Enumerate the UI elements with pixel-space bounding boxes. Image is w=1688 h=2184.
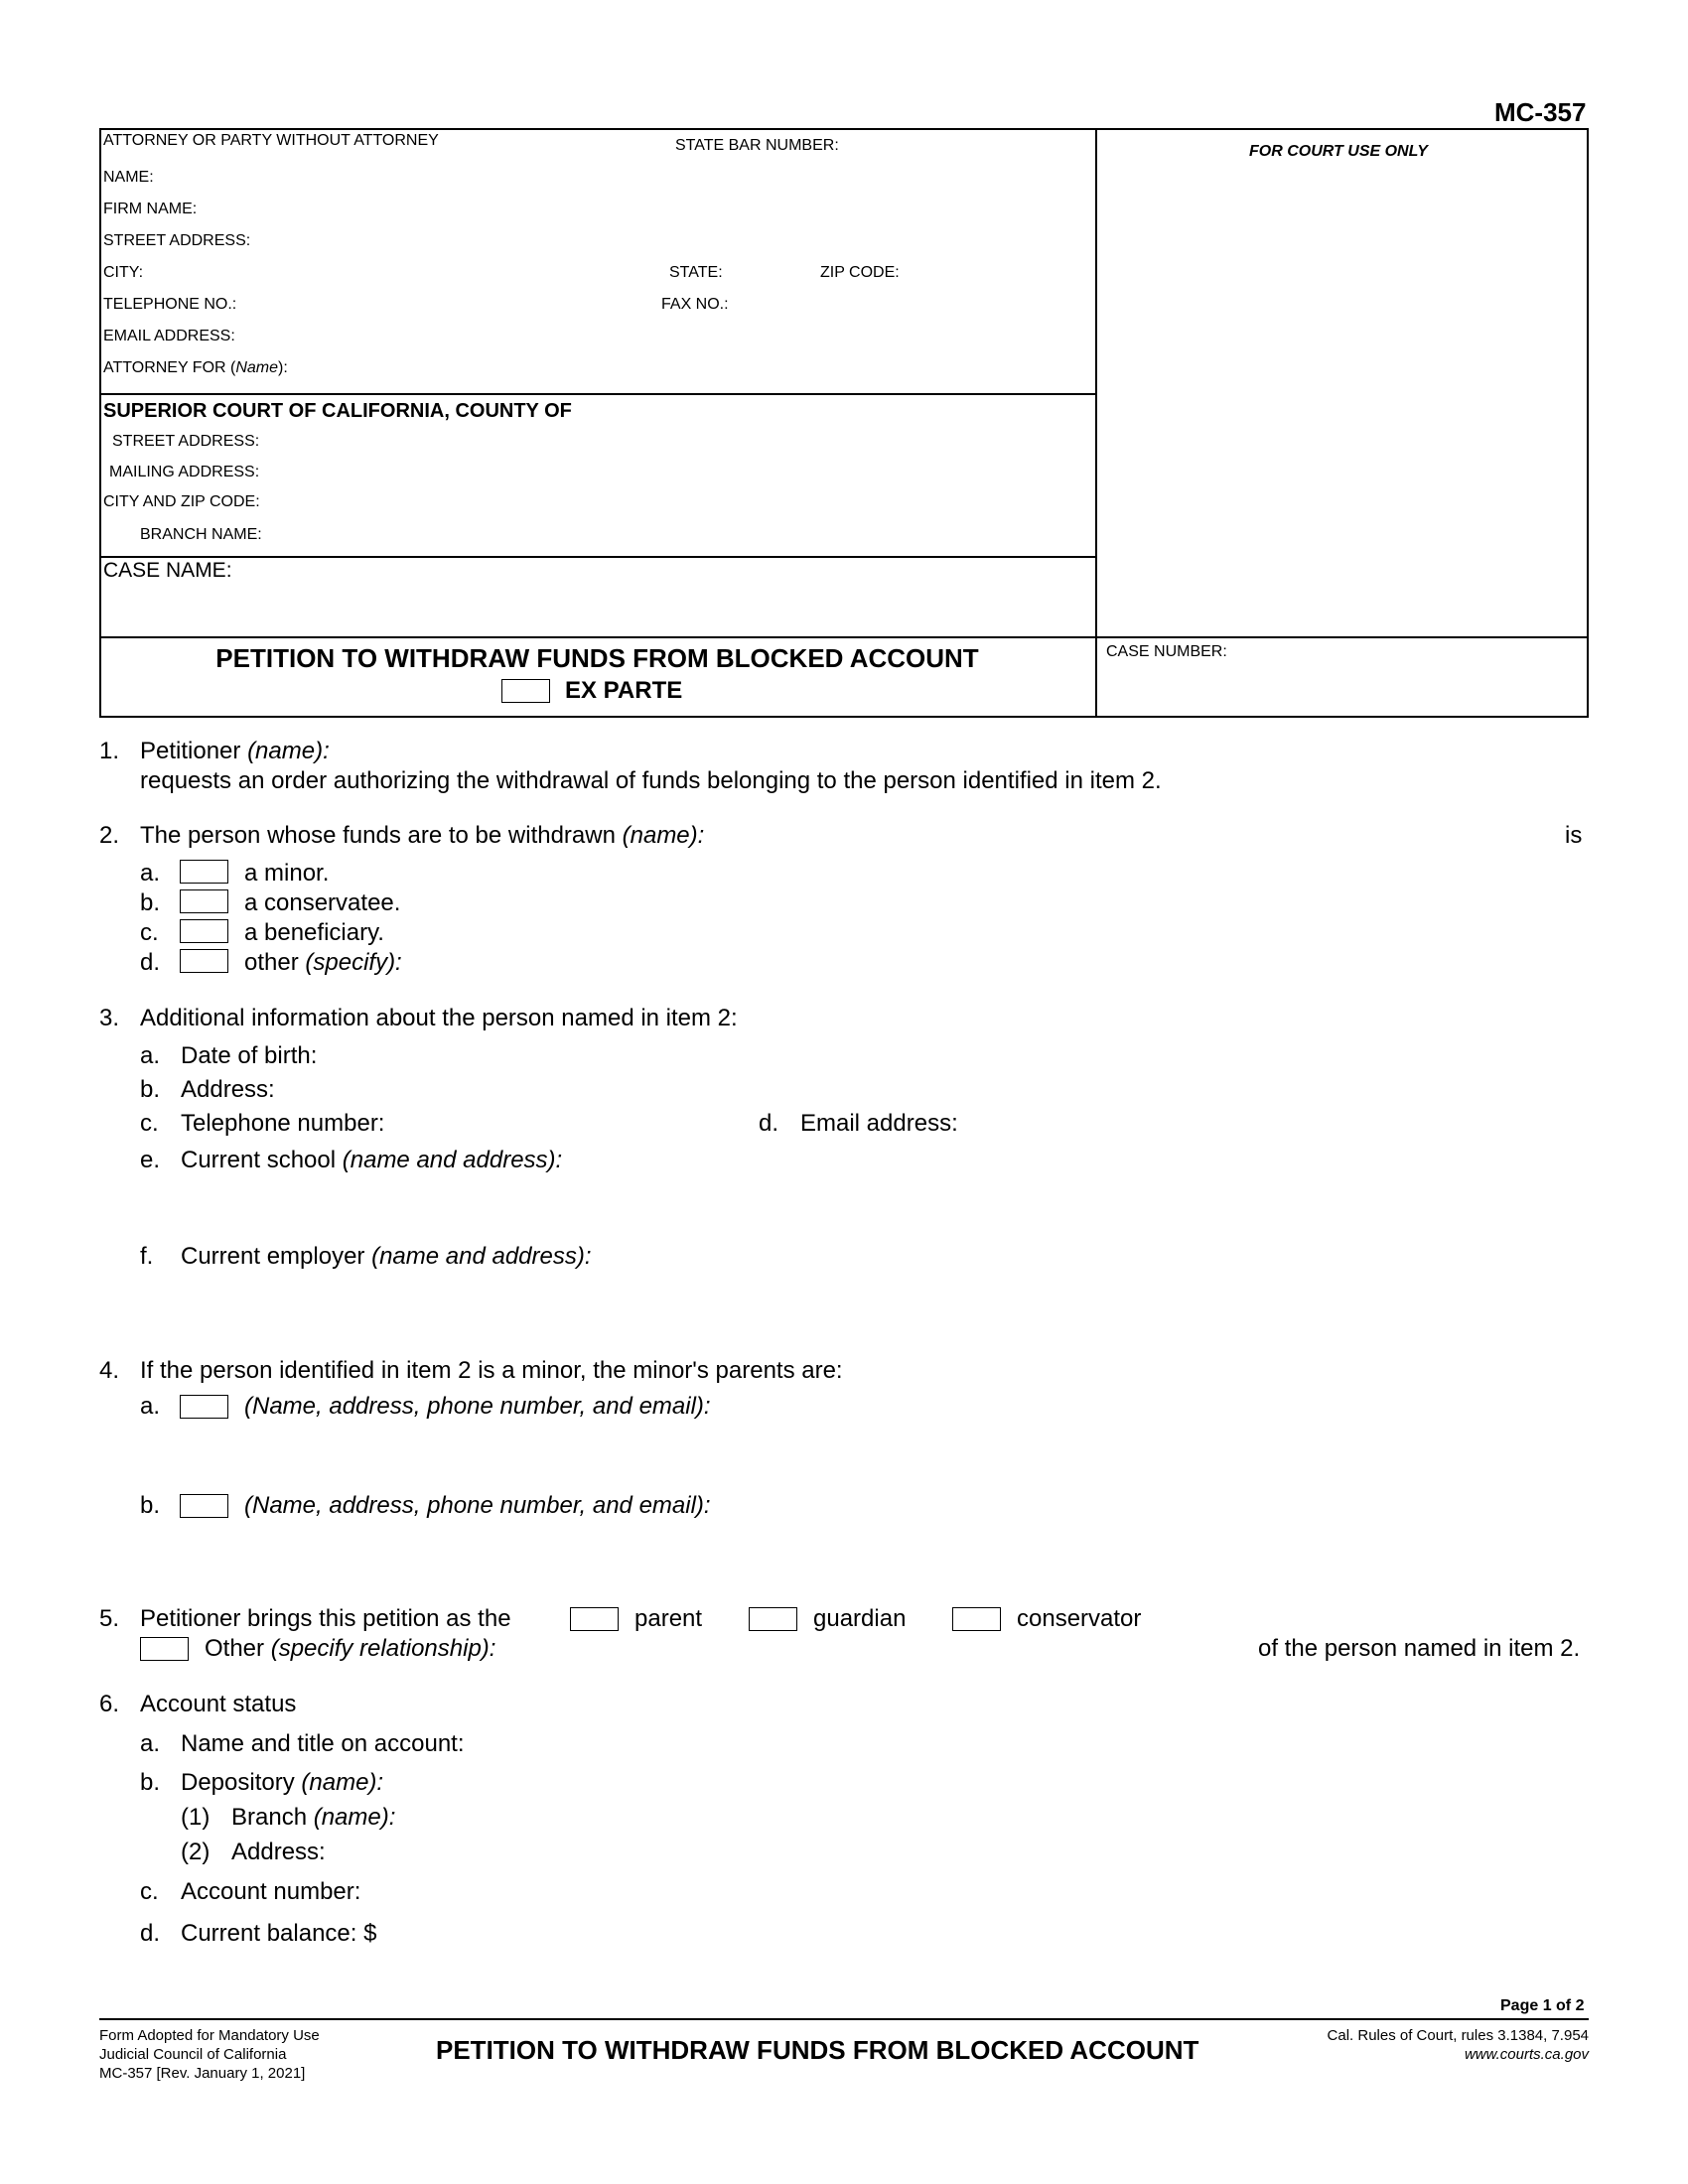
- conservatee-label: a conservatee.: [244, 889, 401, 916]
- item3-c-letter: c.: [140, 1110, 159, 1137]
- footer-left-line2: Judicial Council of California: [99, 2046, 287, 2063]
- court-use-label: FOR COURT USE ONLY: [1249, 143, 1428, 160]
- item2-b-letter: b.: [140, 889, 161, 916]
- case-name-label: CASE NAME:: [103, 559, 232, 582]
- guardian-role-label: guardian: [813, 1605, 907, 1632]
- case-name-input[interactable]: [107, 588, 1080, 627]
- court-branch-label: BRANCH NAME:: [140, 526, 262, 543]
- fax-label: FAX NO.:: [661, 296, 729, 313]
- item3-a-letter: a.: [140, 1042, 161, 1069]
- item6-b1-number: (1): [181, 1804, 211, 1831]
- item2-label-text: The person whose funds are to be withdrawn: [140, 822, 616, 849]
- item3-f-letter: f.: [140, 1243, 154, 1270]
- firm-input[interactable]: [204, 199, 1082, 220]
- account-number-input[interactable]: [377, 1880, 1579, 1902]
- email-input[interactable]: [248, 326, 1082, 347]
- other-status-italic: (specify):: [305, 949, 402, 976]
- attorney-for-prefix: ATTORNEY FOR (: [103, 359, 236, 376]
- other-relationship-text: Other: [205, 1635, 265, 1662]
- school-label-text: Current school: [181, 1147, 337, 1173]
- attorney-for-close: ):: [278, 359, 288, 376]
- telephone-label: Telephone number:: [181, 1110, 385, 1137]
- item6-number: 6.: [99, 1691, 120, 1717]
- petitioner-name-input[interactable]: [338, 740, 1579, 761]
- minor-checkbox[interactable]: [180, 860, 228, 884]
- dob-label: Date of birth:: [181, 1042, 318, 1069]
- email-label: EMAIL ADDRESS:: [103, 328, 235, 344]
- ex-parte-label: EX PARTE: [565, 677, 683, 704]
- item1-text: requests an order authorizing the withdrawal of funds belonging to the person identified in item 2.: [140, 767, 1162, 794]
- item2-a-letter: a.: [140, 860, 161, 887]
- depository-label: [181, 1769, 383, 1797]
- employer-input[interactable]: [616, 1245, 1579, 1314]
- caption-divider: [1095, 128, 1097, 718]
- other-status-text: other: [244, 949, 299, 976]
- dob-input[interactable]: [333, 1044, 1579, 1066]
- item3-d-letter: d.: [759, 1110, 779, 1137]
- minor-label: a minor.: [244, 860, 330, 887]
- title-divider: [99, 636, 1589, 638]
- email-address-input[interactable]: [973, 1112, 1579, 1134]
- court-street-label: STREET ADDRESS:: [112, 433, 260, 450]
- state-bar-input[interactable]: [854, 135, 1082, 157]
- item2-c-letter: c.: [140, 919, 159, 946]
- branch-address-input[interactable]: [338, 1841, 1579, 1862]
- street-label: STREET ADDRESS:: [103, 232, 251, 249]
- item2-label-italic: (name):: [622, 822, 705, 849]
- employer-label-italic: (name and address):: [371, 1243, 592, 1270]
- account-title-input[interactable]: [487, 1732, 1579, 1754]
- item1-label-text: Petitioner: [140, 738, 241, 764]
- footer-title: PETITION TO WITHDRAW FUNDS FROM BLOCKED ACCOUNT: [436, 2035, 1199, 2065]
- city-input[interactable]: [149, 262, 655, 284]
- court-cityzip-label: CITY AND ZIP CODE:: [103, 493, 260, 510]
- item6-c-letter: c.: [140, 1878, 159, 1905]
- parent-b-input[interactable]: [740, 1494, 1579, 1554]
- parent-b-checkbox[interactable]: [180, 1494, 228, 1518]
- telephone-input[interactable]: [402, 1112, 750, 1134]
- item1-number: 1.: [99, 738, 120, 764]
- court-mailing-label: MAILING ADDRESS:: [109, 464, 260, 480]
- conservator-role-label: conservator: [1017, 1605, 1142, 1632]
- court-casename-divider: [99, 556, 1095, 558]
- branch-label: [231, 1804, 395, 1832]
- court-mailing-input[interactable]: [273, 462, 1082, 483]
- depository-input[interactable]: [402, 1771, 1579, 1793]
- zip-input[interactable]: [906, 262, 1082, 284]
- state-input[interactable]: [733, 262, 812, 284]
- attorney-block-label: ATTORNEY OR PARTY WITHOUT ATTORNEY: [103, 132, 439, 149]
- footer-left: [99, 2026, 320, 2083]
- item4-b-letter: b.: [140, 1492, 161, 1519]
- beneficiary-label: a beneficiary.: [244, 919, 384, 946]
- item2-number: 2.: [99, 822, 120, 849]
- item2-d-letter: d.: [140, 949, 161, 976]
- parent-role-checkbox[interactable]: [570, 1607, 619, 1631]
- item3-label: Additional information about the person named in item 2:: [140, 1005, 738, 1031]
- depository-label-italic: (name):: [301, 1769, 384, 1796]
- state-bar-label: STATE BAR NUMBER:: [675, 137, 839, 154]
- item3-e-letter: e.: [140, 1147, 161, 1173]
- account-number-label: Account number:: [181, 1878, 361, 1905]
- other-relationship-italic: (specify relationship):: [270, 1635, 496, 1662]
- ex-parte-checkbox[interactable]: [501, 679, 550, 703]
- branch-label-text: Branch: [231, 1804, 308, 1831]
- account-title-label: Name and title on account:: [181, 1730, 465, 1757]
- item6-a-letter: a.: [140, 1730, 161, 1757]
- parent-a-label: (Name, address, phone number, and email):: [244, 1393, 711, 1420]
- item6-label: Account status: [140, 1691, 297, 1717]
- attorney-for-input[interactable]: [303, 357, 1082, 379]
- phone-input[interactable]: [246, 294, 653, 316]
- city-label: CITY:: [103, 264, 144, 281]
- court-street-input[interactable]: [273, 431, 1082, 453]
- other-status-label: [244, 949, 402, 977]
- employer-label: [181, 1243, 592, 1271]
- beneficiary-checkbox[interactable]: [180, 919, 228, 943]
- item2-is: is: [1565, 822, 1583, 849]
- case-number-label: CASE NUMBER:: [1106, 643, 1227, 660]
- footer-right-line2: www.courts.ca.gov: [1464, 2046, 1589, 2063]
- item1-label: [140, 738, 330, 765]
- footer-left-line1: Form Adopted for Mandatory Use: [99, 2027, 320, 2044]
- item3-number: 3.: [99, 1005, 120, 1031]
- fax-input[interactable]: [735, 294, 1082, 316]
- attorney-for-name: Name: [235, 359, 279, 376]
- attorney-for-label: [103, 359, 288, 377]
- name-label: NAME:: [103, 169, 154, 186]
- item3-b-letter: b.: [140, 1076, 161, 1103]
- address-input[interactable]: [288, 1078, 1579, 1100]
- school-input[interactable]: [586, 1149, 1579, 1218]
- branch-label-italic: (name):: [313, 1804, 396, 1831]
- form-title: PETITION TO WITHDRAW FUNDS FROM BLOCKED ACCOUNT: [215, 643, 979, 673]
- item4-number: 4.: [99, 1357, 120, 1384]
- item5-tail: of the person named in item 2.: [1258, 1635, 1581, 1662]
- footer-left-line3: MC-357 [Rev. January 1, 2021]: [99, 2065, 306, 2082]
- item5-label: Petitioner brings this petition as the: [140, 1605, 511, 1632]
- item2-label: [140, 822, 704, 850]
- other-relationship-checkbox[interactable]: [140, 1637, 189, 1661]
- balance-label: Current balance: $: [181, 1920, 377, 1947]
- branch-input[interactable]: [412, 1806, 1579, 1828]
- page-number: Page 1 of 2: [1500, 1997, 1585, 2014]
- school-label-italic: (name and address):: [342, 1147, 563, 1173]
- state-label: STATE:: [669, 264, 723, 281]
- case-number-input[interactable]: [1106, 671, 1579, 707]
- person-name-input[interactable]: [735, 824, 1559, 846]
- depository-label-text: Depository: [181, 1769, 295, 1796]
- item6-d-letter: d.: [140, 1920, 161, 1947]
- court-cityzip-input[interactable]: [273, 491, 1082, 513]
- zip-label: ZIP CODE:: [820, 264, 900, 281]
- footer-rule: [99, 2018, 1589, 2020]
- phone-label: TELEPHONE NO.:: [103, 296, 237, 313]
- item4-label: If the person identified in item 2 is a minor, the minor's parents are:: [140, 1357, 843, 1384]
- parent-a-checkbox[interactable]: [180, 1395, 228, 1419]
- branch-address-label: Address:: [231, 1839, 326, 1865]
- conservatee-checkbox[interactable]: [180, 889, 228, 913]
- footer-right-line1: Cal. Rules of Court, rules 3.1384, 7.954: [1327, 2027, 1589, 2044]
- street-input[interactable]: [260, 230, 1082, 252]
- conservator-role-checkbox[interactable]: [952, 1607, 1001, 1631]
- county-input[interactable]: [635, 401, 1082, 423]
- court-branch-input[interactable]: [273, 524, 1082, 546]
- email-address-label: Email address:: [800, 1110, 958, 1137]
- employer-label-text: Current employer: [181, 1243, 365, 1270]
- other-status-input[interactable]: [417, 951, 1579, 973]
- other-relationship-label: [205, 1635, 495, 1663]
- item1-label-italic: (name):: [247, 738, 330, 764]
- item6-b-letter: b.: [140, 1769, 161, 1796]
- form-id: MC-357: [1494, 97, 1587, 127]
- school-label: [181, 1147, 562, 1174]
- item4-a-letter: a.: [140, 1393, 161, 1420]
- item6-b2-number: (2): [181, 1839, 211, 1865]
- address-label: Address:: [181, 1076, 275, 1103]
- other-status-checkbox[interactable]: [180, 949, 228, 973]
- parent-role-label: parent: [634, 1605, 703, 1632]
- guardian-role-checkbox[interactable]: [749, 1607, 797, 1631]
- item5-number: 5.: [99, 1605, 120, 1632]
- name-input[interactable]: [159, 167, 1082, 189]
- other-relationship-input[interactable]: [516, 1637, 1251, 1659]
- footer-right: [1291, 2026, 1589, 2064]
- parent-a-input[interactable]: [740, 1395, 1579, 1454]
- balance-input[interactable]: [392, 1922, 1579, 1944]
- attorney-court-divider: [99, 393, 1095, 395]
- court-title: SUPERIOR COURT OF CALIFORNIA, COUNTY OF: [103, 400, 572, 422]
- parent-b-label: (Name, address, phone number, and email):: [244, 1492, 711, 1519]
- firm-label: FIRM NAME:: [103, 201, 198, 217]
